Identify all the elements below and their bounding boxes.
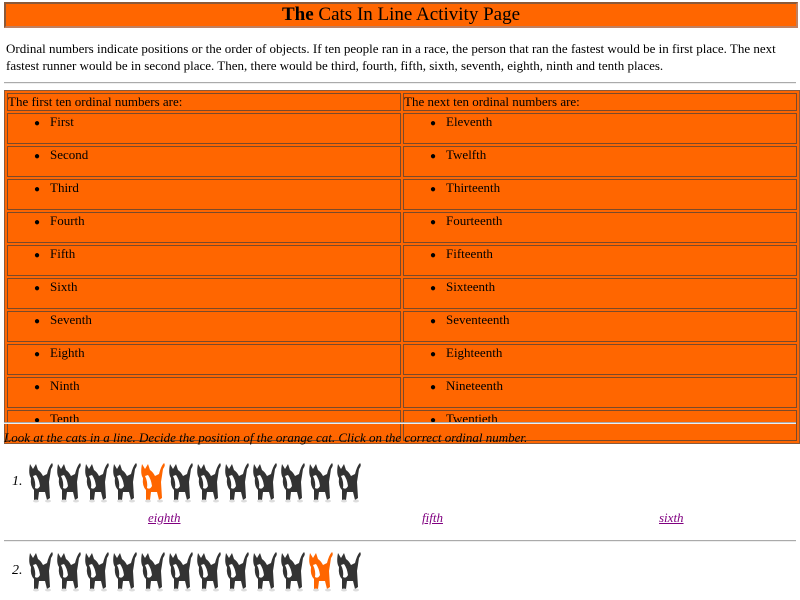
ordinal-item: ● Fourth <box>7 212 401 243</box>
ordinal-label: Fifth <box>50 246 76 261</box>
ordinal-label: Seventh <box>50 312 92 327</box>
answer-link-3[interactable]: sixth <box>659 510 684 525</box>
divider <box>4 82 796 84</box>
cat-icon <box>167 460 195 504</box>
title-rest: Cats In Line Activity Page <box>313 4 520 25</box>
cat-icon <box>139 549 167 593</box>
ordinal-item: ● Eleventh <box>403 113 797 144</box>
question-number: 2. <box>12 563 23 578</box>
cat-icon <box>111 460 139 504</box>
ordinal-label: Sixteenth <box>446 279 496 294</box>
ordinal-item: ● Thirteenth <box>403 179 797 210</box>
cat-icon <box>279 549 307 593</box>
cat-icon <box>83 460 111 504</box>
ordinal-item: ● Second <box>7 146 401 177</box>
cat-icon <box>111 549 139 593</box>
ordinal-item: ● Twentieth <box>403 410 797 441</box>
cat-icon <box>167 549 195 593</box>
cat-icon <box>195 549 223 593</box>
right-header: The next ten ordinal numbers are: <box>403 93 797 111</box>
ordinal-label: Twelfth <box>446 147 487 162</box>
cat-row-1 <box>12 460 363 504</box>
cat-icon <box>223 549 251 593</box>
ordinal-label: Nineteenth <box>446 378 504 393</box>
cat-icon <box>27 549 55 593</box>
ordinal-item: ● Tenth <box>7 410 401 441</box>
ordinal-label: Fourteenth <box>446 213 503 228</box>
ordinal-item: ● Sixth <box>7 278 401 309</box>
ordinal-item: ● Eighth <box>7 344 401 375</box>
ordinal-label: Twentieth <box>446 411 498 426</box>
cat-row-2 <box>12 549 363 593</box>
cat-icon <box>55 460 83 504</box>
ordinal-label: Eighth <box>50 345 85 360</box>
ordinal-label: Thirteenth <box>446 180 501 195</box>
cat-icon <box>279 460 307 504</box>
ordinal-label: Eleventh <box>446 114 493 129</box>
instructions: Look at the cats in a line. Decide the position of the orange cat. Click on the correct ordinal number. <box>4 430 528 445</box>
ordinal-label: Second <box>50 147 89 162</box>
ordinal-item: ● Ninth <box>7 377 401 408</box>
question-number: 1. <box>12 474 23 489</box>
ordinal-label: Tenth <box>50 411 80 426</box>
ordinal-label: Eighteenth <box>446 345 503 360</box>
cat-icon <box>307 460 335 504</box>
orange-cat-icon <box>139 460 167 504</box>
cat-icon <box>195 460 223 504</box>
ordinal-label: First <box>50 114 74 129</box>
cat-icon <box>223 460 251 504</box>
cat-icon <box>83 549 111 593</box>
ordinal-label: Sixth <box>50 279 78 294</box>
ordinal-item: ● Seventh <box>7 311 401 342</box>
cat-icon <box>251 549 279 593</box>
ordinal-item: ● Third <box>7 179 401 210</box>
divider <box>4 540 796 542</box>
answer-link-2[interactable]: fifth <box>422 510 443 525</box>
cat-icon <box>251 460 279 504</box>
page-title <box>4 2 798 28</box>
cat-icon <box>27 460 55 504</box>
ordinal-item: ● Eighteenth <box>403 344 797 375</box>
ordinal-item: ● Fourteenth <box>403 212 797 243</box>
intro-text: Ordinal numbers indicate positions or the order of objects. If ten people ran in a race, the person that ran the fastest would be in first place. The next fastest runner would be in second place. Then, there would be third, fourth, fifth, sixth, seventh, eighth, ninth and tenth places. <box>6 41 776 73</box>
ordinal-label: Seventeenth <box>446 312 510 327</box>
ordinal-label: Fifteenth <box>446 246 493 261</box>
ordinal-label: Ninth <box>50 378 80 393</box>
left-header: The first ten ordinal numbers are: <box>7 93 401 111</box>
ordinal-item: ● Seventeenth <box>403 311 797 342</box>
cat-icon <box>335 549 363 593</box>
ordinal-label: Third <box>50 180 79 195</box>
ordinal-item: ● Fifth <box>7 245 401 276</box>
ordinal-item: ● Fifteenth <box>403 245 797 276</box>
ordinal-item: ● First <box>7 113 401 144</box>
cat-icon <box>55 549 83 593</box>
divider <box>4 422 796 424</box>
ordinal-item: ● Sixteenth <box>403 278 797 309</box>
cat-icon <box>335 460 363 504</box>
orange-cat-icon <box>307 549 335 593</box>
ordinal-item: ● Twelfth <box>403 146 797 177</box>
title-bold: The <box>281 4 314 25</box>
ordinal-label: Fourth <box>50 213 85 228</box>
ordinal-table <box>4 90 800 444</box>
ordinal-item: ● Nineteenth <box>403 377 797 408</box>
answer-link-1[interactable]: eighth <box>148 510 181 525</box>
